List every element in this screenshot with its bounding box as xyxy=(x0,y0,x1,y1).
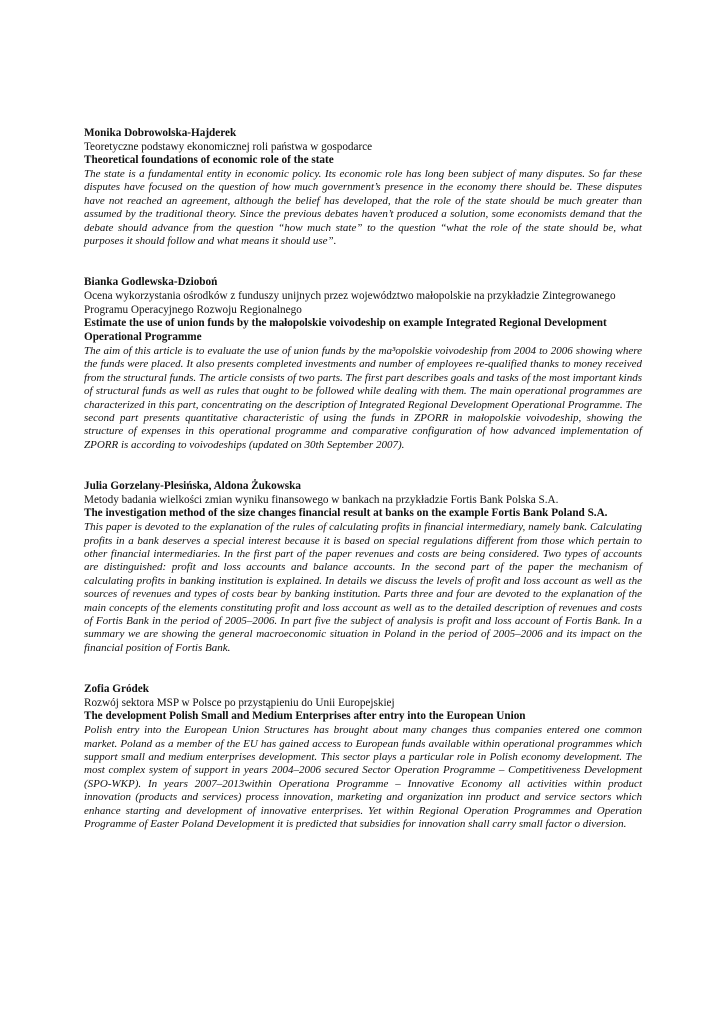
article-title-polish: Rozwój sektora MSP w Polsce po przystąpieniu do Unii Europejskiej xyxy=(84,696,395,709)
article-authors: Bianka Godlewska-Dzioboń xyxy=(84,276,218,289)
article-abstract: This paper is devoted to the explanation of the rules of calculating profits in financial intermediary, namely bank. Calculating profits in a bank deserves a special interest because it is based on special regulations different from those which pertain to other financial intermediaries. In the first part of the paper revenues and costs are being considered. Two types of accounts are distinguished: profit and loss accounts and balance accounts. In the second part of the paper the mechanism of calculating profits in banking institution is explained. In details we discuss the levels of profit and loss account as well as the sources of revenues and types of costs bear by banking institution. Parts three and four are devoted to the explanation of the main concepts of the elements constituting profit and loss account as well as to the detailed description of revenues and costs of Fortis Bank in the period of 2005–2006. In part five the subject of analysis is profit and loss account of Fortis Bank. In a summary we are showing the general macroeconomic situation in Poland in the period of 2005–2006 and its impact on the financial position of Fortis Bank. xyxy=(84,521,642,654)
article-authors: Julia Gorzelany-Plesińska, Aldona Żukowska xyxy=(84,480,301,493)
article-entry-2 xyxy=(84,275,642,452)
article-title-polish: Metody badania wielkości zmian wyniku finansowego w bankach na przykładzie Fortis Bank Polska S.A. xyxy=(84,493,559,506)
article-authors: Monika Dobrowolska-Hajderek xyxy=(84,127,237,139)
article-title-polish: Teoretyczne podstawy ekonomicznej roli państwa w gospodarce xyxy=(84,140,373,153)
document-page xyxy=(84,126,642,832)
article-abstract: Polish entry into the European Union Structures has brought about many changes thus companies entered one common market. Poland as a member of the EU has gained access to European funds available within operational programmes which support small and medium enterprises development. This sector plays a particular role in Polish economy development. The most complex system of support in years 2004–2006 secured Sector Operation Programme – Competitiveness Development (SPO-WKP). In years 2007–2013within Operationa Programme – Innovative Economy all activities within product innovation (products and services) process innovation, marketing and organization inn product and service sectors which enhance starting and development of innovative enterprises. Yet within Regional Operation Programmes and Operation Programme of Easter Poland Development it is predicted that subsidies for innovation shall carry small factor o diversion. xyxy=(84,724,642,831)
article-authors: Zofia Gródek xyxy=(84,683,149,696)
article-title-english: The development Polish Small and Medium Enterprises after entry into the European Union xyxy=(84,710,526,723)
article-entry-1 xyxy=(84,126,642,248)
article-title-polish: Ocena wykorzystania ośrodków z funduszy unijnych przez województwo małopolskie na przykładzie Zintegrowanego Programu Operacyjnego Rozwoju Regionalnego xyxy=(84,289,616,316)
article-title-english: Estimate the use of union funds by the małopolskie voivodeship on example Integrated Regional Development Operational Programme xyxy=(84,317,607,344)
article-entry-3 xyxy=(84,479,642,655)
article-abstract: The aim of this article is to evaluate the use of union funds by the ma³opolskie voivodeship from 2004 to 2006 showing where the funds were placed. It also presents completed investments and number of employees re-qualified thanks to money received from the structural funds. The article consists of two parts. The first part describes goals and tasks of the most important kinds of structural funds as well as rules that ought to be followed while dealing with them. The main operational programmes are characterized in this part, concentrating on the description of Integrated Regional Development Operational Programme. The second part presents quantitative characteristic of using the funds in ZPORR in małopolskie voivodeship, showing the structure of expenses in this operational programme and comparative configuration of how advanced implementation of ZPORR is according to voivodeships (updated on 30th September 2007). xyxy=(84,344,642,451)
article-title-english: The investigation method of the size changes financial result at banks on the example Fortis Bank Poland S.A. xyxy=(84,507,608,520)
article-entry-4 xyxy=(84,682,642,831)
article-title-english: Theoretical foundations of economic role of the state xyxy=(84,154,334,167)
article-abstract: The state is a fundamental entity in economic policy. Its economic role has long been subject of many disputes. So far these disputes have focused on the question of how much government’s presence in the economy there should be. These disputes have not reached an agreement, although the belief has developed, that the role of the state should be much greater than assumed by the traditional theory. Since the previous debates haven’t produced a solution, some economists demand that the debate should advance from the question “how much state” to the question “what the role of the state should be, what purposes it should follow and what means it should use”. xyxy=(84,168,642,248)
